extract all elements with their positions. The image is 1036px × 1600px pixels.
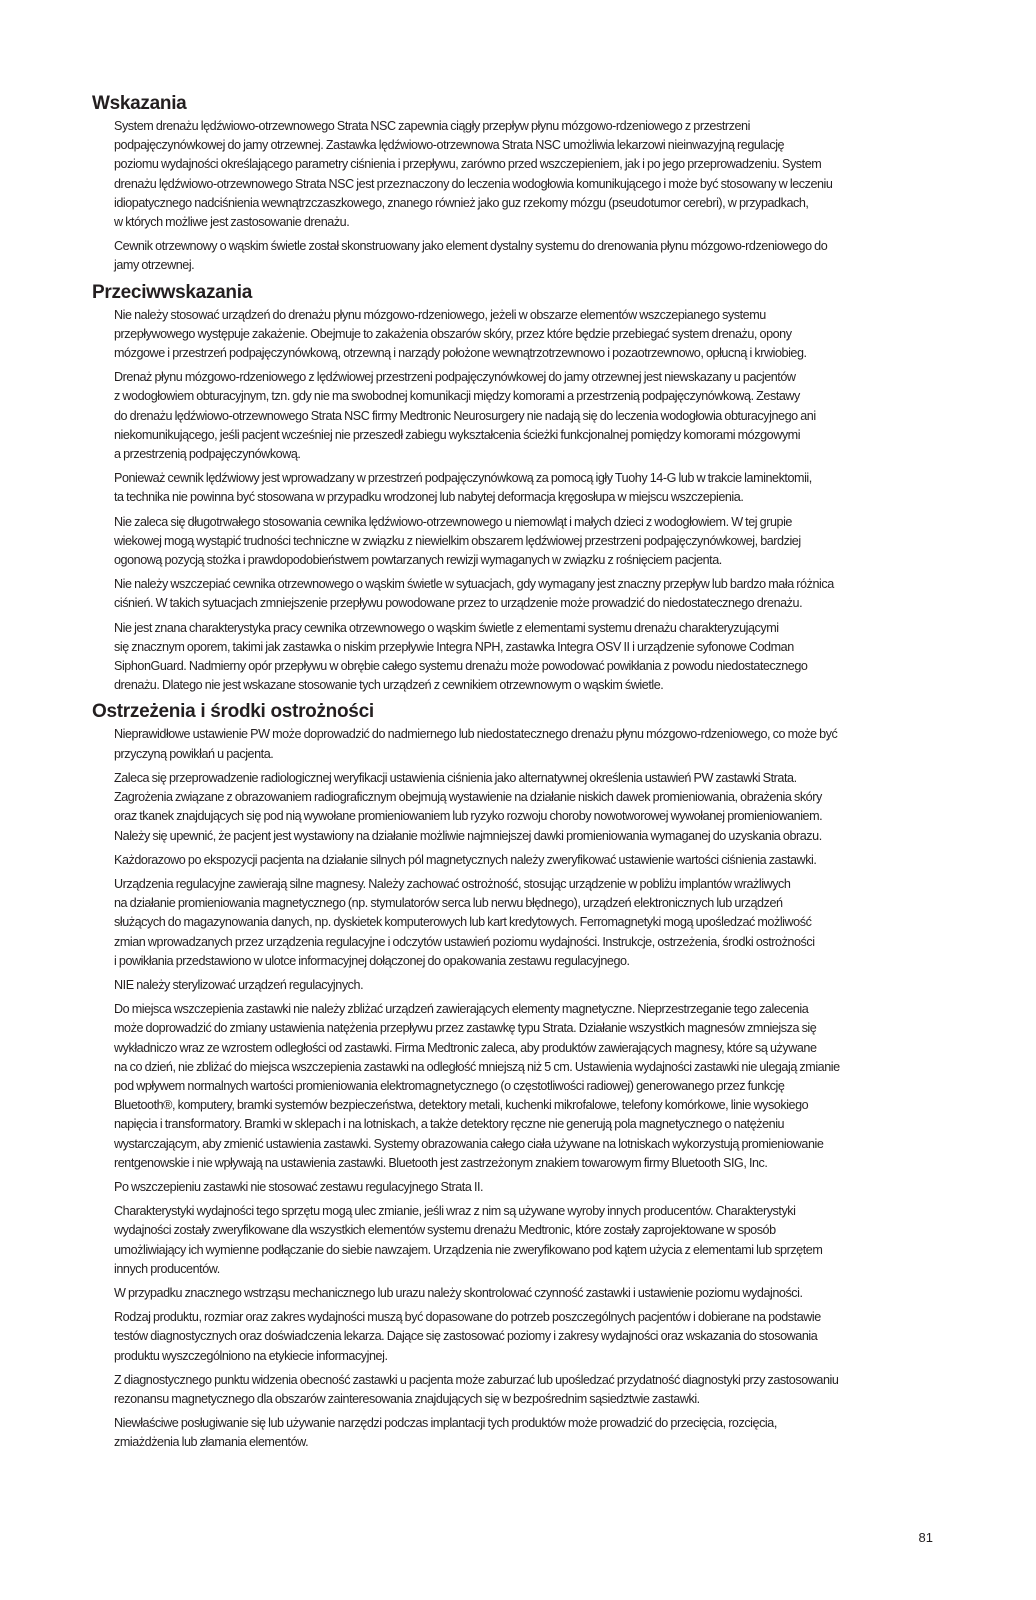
- paragraph: Nie należy wszczepiać cewnika otrzewnowego o wąskim świetle w sytuacjach, gdy wymagany jest znaczny przepływ lub bardzo mała różnica ciśnień. W takich sytuacjach zmniejszenie przepływu powodowane przez to urządzenie może prowadzić do niedostatecznego drenażu.: [114, 577, 834, 611]
- section-heading: Ostrzeżenia i środki ostrożności: [92, 701, 374, 723]
- paragraph: Nieprawidłowe ustawienie PW może doprowadzić do nadmiernego lub niedostatecznego drenażu płynu mózgowo-rdzeniowego, co może być przyczyną powikłań u pacjenta.: [114, 727, 838, 761]
- paragraph: Po wszczepieniu zastawki nie stosować zestawu regulacyjnego Strata II.: [114, 1179, 484, 1194]
- paragraph: Cewnik otrzewnowy o wąskim świetle został skonstruowany jako element dystalny systemu do drenowania płynu mózgowo-rdzeniowego do jamy otrzewnej.: [114, 239, 828, 273]
- paragraph: Drenaż płynu mózgowo-rdzeniowego z lędźwiowej przestrzeni podpajęczynówkowej do jamy otrzewnej jest niewskazany u pacjentów z wodogłowiem obturacyjnym, tzn. gdy nie ma swobodnej komunikacji między komorami a przestrzenią podpajęczynówkową. Zestawy do drenażu lędźwiowo-otrzewnowego Strata NSC firmy Medtronic Neurosurgery nie nadają się do leczenia wodogłowia obturacyjnego ani niekomunikującego, jeśli pacjent wcześniej nie przeszedł zabiegu wykształcenia ścieżki funkcjonalnej pomiędzy komorami mózgowymi a przestrzenią podpajęczynówkową.: [114, 370, 816, 462]
- section-heading: Przeciwwskazania: [92, 281, 252, 303]
- paragraph: NIE należy sterylizować urządzeń regulacyjnych.: [114, 977, 364, 992]
- paragraph: Urządzenia regulacyjne zawierają silne magnesy. Należy zachować ostrożność, stosując urządzenie w pobliżu implantów wrażliwych na działanie promieniowania magnetycznego (np. stymulatorów serca lub nerwu błędnego), urządzeń elektronicznych lub urządzeń służących do magazynowania danych, np. dyskietek komputerowych lub kart kredytowych. Ferromagnetyki mogą upośledzać możliwość zmian wprowadzanych przez urządzenia regulacyjne i odczytów ustawień poziomu wydajności. Instrukcje, ostrzeżenia, środki ostrożności i powikłania przedstawiono w ulotce informacyjnej dołączonej do opakowania zestawu regulacyjnego.: [114, 876, 815, 968]
- paragraph: Zaleca się przeprowadzenie radiologicznej weryfikacji ustawienia ciśnienia jako alternatywnej określenia ustawień PW zastawki Strata. Zagrożenia związane z obrazowaniem radiograficznym obejmują wystawienie na działanie niskich dawek promieniowania, obrażenia skóry oraz tkanek znajdujących się pod nią wywołane promieniowaniem lub ryzyko rozwoju choroby nowotworowej wywołanej promieniowaniem. Należy się upewnić, że pacjent jest wystawiony na działanie możliwie najmniejszej dawki promieniowania wymaganej do uzyskania obrazu.: [114, 770, 823, 843]
- paragraph: Nie należy stosować urządzeń do drenażu płynu mózgowo-rdzeniowego, jeżeli w obszarze elementów wszczepianego systemu przepływowego występuje zakażenie. Obejmuje to zakażenia obszarów skóry, przez które będzie przebiegać system drenażu, opony mózgowe i przestrzeń podpajęczynówkową, otrzewną i narządy położone wewnątrzotrzewnowo i pozaotrzewnowo, opłucną i krwiobieg.: [114, 307, 807, 361]
- page-number: 81: [918, 1530, 933, 1545]
- paragraph: Niewłaściwe posługiwanie się lub używanie narzędzi podczas implantacji tych produktów może prowadzić do przecięcia, rozcięcia, zmiażdżenia lub złamania elementów.: [114, 1416, 777, 1450]
- paragraph: Charakterystyki wydajności tego sprzętu mogą ulec zmianie, jeśli wraz z nim są używane wyroby innych producentów. Charakterystyki wydajności zostały zweryfikowane dla wszystkich elementów systemu drenażu Medtronic, które zostały zaprojektowane w sposób umożliwiający ich wymienne podłączanie do siebie nawzajem. Urządzenia nie zweryfikowano pod kątem użycia z elementami lub sprzętem innych producentów.: [114, 1204, 823, 1276]
- paragraph: Ponieważ cewnik lędźwiowy jest wprowadzany w przestrzeń podpajęczynówkową za pomocą igły Tuohy 14-G lub w trakcie laminektomii, ta technika nie powinna być stosowana w przypadku wrodzonej lub nabytej deformacja kręgosłupa w miejscu wszczepienia.: [114, 471, 812, 505]
- paragraph: Do miejsca wszczepienia zastawki nie należy zbliżać urządzeń zawierających elementy magnetyczne. Nieprzestrzeganie tego zalecenia może doprowadzić do zmiany ustawienia natężenia przepływu przez zastawkę typu Strata. Działanie wszystkich magnesów zmniejsza się wykładniczo wraz ze wzrostem odległości od zastawki. Firma Medtronic zaleca, aby produktów zawierających magnesy, które są używane na co dzień, nie zbliżać do miejsca wszczepienia zastawki na odległość mniejszą niż 5 cm. Ustawienia wydajności zastawki nie ulegają zmianie pod wpływem normalnych wartości promieniowania elektromagnetycznego (o częstotliwości radiowej) generowanego przez funkcję Bluetooth®, komputery, bramki systemów bezpieczeństwa, detektory metali, kuchenki mikrofalowe, telefony komórkowe, linie wysokiego napięcia i transformatory. Bramki w sklepach i na lotniskach, a także detektory ręczne nie generują pola magnetycznego o natężeniu wystarczającym, aby zmienić ustawienia zastawki. Systemy obrazowania całego ciała używane na lotniskach wykorzystują promieniowanie rentgenowskie i nie wpływają na ustawienia zastawki. Bluetooth jest zastrzeżonym znakiem towarowym firmy Bluetooth SIG, Inc.: [114, 1002, 840, 1170]
- paragraph: Rodzaj produktu, rozmiar oraz zakres wydajności muszą być dopasowane do potrzeb poszczególnych pacjentów i dobierane na podstawie testów diagnostycznych oraz doświadczenia lekarza. Dające się zastosować poziomy i zakresy wydajności oraz wskazania do stosowania produktu wyszczególniono na etykiecie informacyjnej.: [114, 1310, 821, 1363]
- paragraph: Nie jest znana charakterystyka pracy cewnika otrzewnowego o wąskim świetle z elementami systemu drenażu charakteryzującymi się znacznym oporem, takimi jak zastawka o niskim przepływie Integra NPH, zastawka Integra OSV II i urządzenie syfonowe Codman SiphonGuard. Nadmierny opór przepływu w obrębie całego systemu drenażu może powodować powikłania z powodu niedostatecznego drenażu. Dlatego nie jest wskazane stosowanie tych urządzeń z cewnikiem otrzewnowym o wąskim świetle.: [114, 620, 808, 693]
- section-wskazania: [92, 92, 940, 276]
- paragraph: Z diagnostycznego punktu widzenia obecność zastawki u pacjenta może zaburzać lub upośledzać przydatność diagnostyki przy zastosowaniu rezonansu magnetycznego dla obszarów zainteresowania znajdujących się w bezpośrednim sąsiedztwie zastawki.: [114, 1372, 839, 1406]
- paragraph: System drenażu lędźwiowo-otrzewnowego Strata NSC zapewnia ciągły przepływ płynu mózgowo-rdzeniowego z przestrzeni podpajęczynówkowej do jamy otrzewnej. Zastawka lędźwiowo-otrzewnowa Strata NSC umożliwia lekarzowi nieinwazyjną regulację poziomu wydajności określającego parametry ciśnienia i przepływu, zarówno przed wszczepieniem, jak i po jego przeprowadzeniu. System drenażu lędźwiowo-otrzewnowego Strata NSC jest przeznaczony do leczenia wodogłowia komunikującego i może być stosowany w leczeniu idiopatycznego nadciśnienia wewnątrzczaszkowego, znanego również jako guz rzekomy mózgu (pseudotumor cerebri), w przypadkach, w których możliwe jest zastosowanie drenażu.: [114, 119, 833, 230]
- section-heading: Wskazania: [92, 93, 187, 114]
- page-content: [92, 92, 940, 1458]
- section-przeciwwskazania: [92, 281, 940, 696]
- paragraph: Nie zaleca się długotrwałego stosowania cewnika lędźwiowo-otrzewnowego u niemowląt i małych dzieci z wodogłowiem. W tej grupie wiekowej mogą wystąpić trudności techniczne w związku z niewielkim obszarem lędźwiowej przestrzeni podpajęczynówkowej, bardziej ogonową pozycją stożka i prawdopodobieństwem powtarzanych rewizji wymaganych w związku z rośnięciem pacjenta.: [114, 514, 801, 568]
- paragraph: Każdorazowo po ekspozycji pacjenta na działanie silnych pól magnetycznych należy zweryfikować ustawienie wartości ciśnienia zastawki.: [114, 852, 817, 867]
- paragraph: W przypadku znacznego wstrząsu mechanicznego lub urazu należy skontrolować czynność zastawki i ustawienie poziomu wydajności.: [114, 1285, 803, 1300]
- section-ostrzezenia: [92, 700, 940, 1452]
